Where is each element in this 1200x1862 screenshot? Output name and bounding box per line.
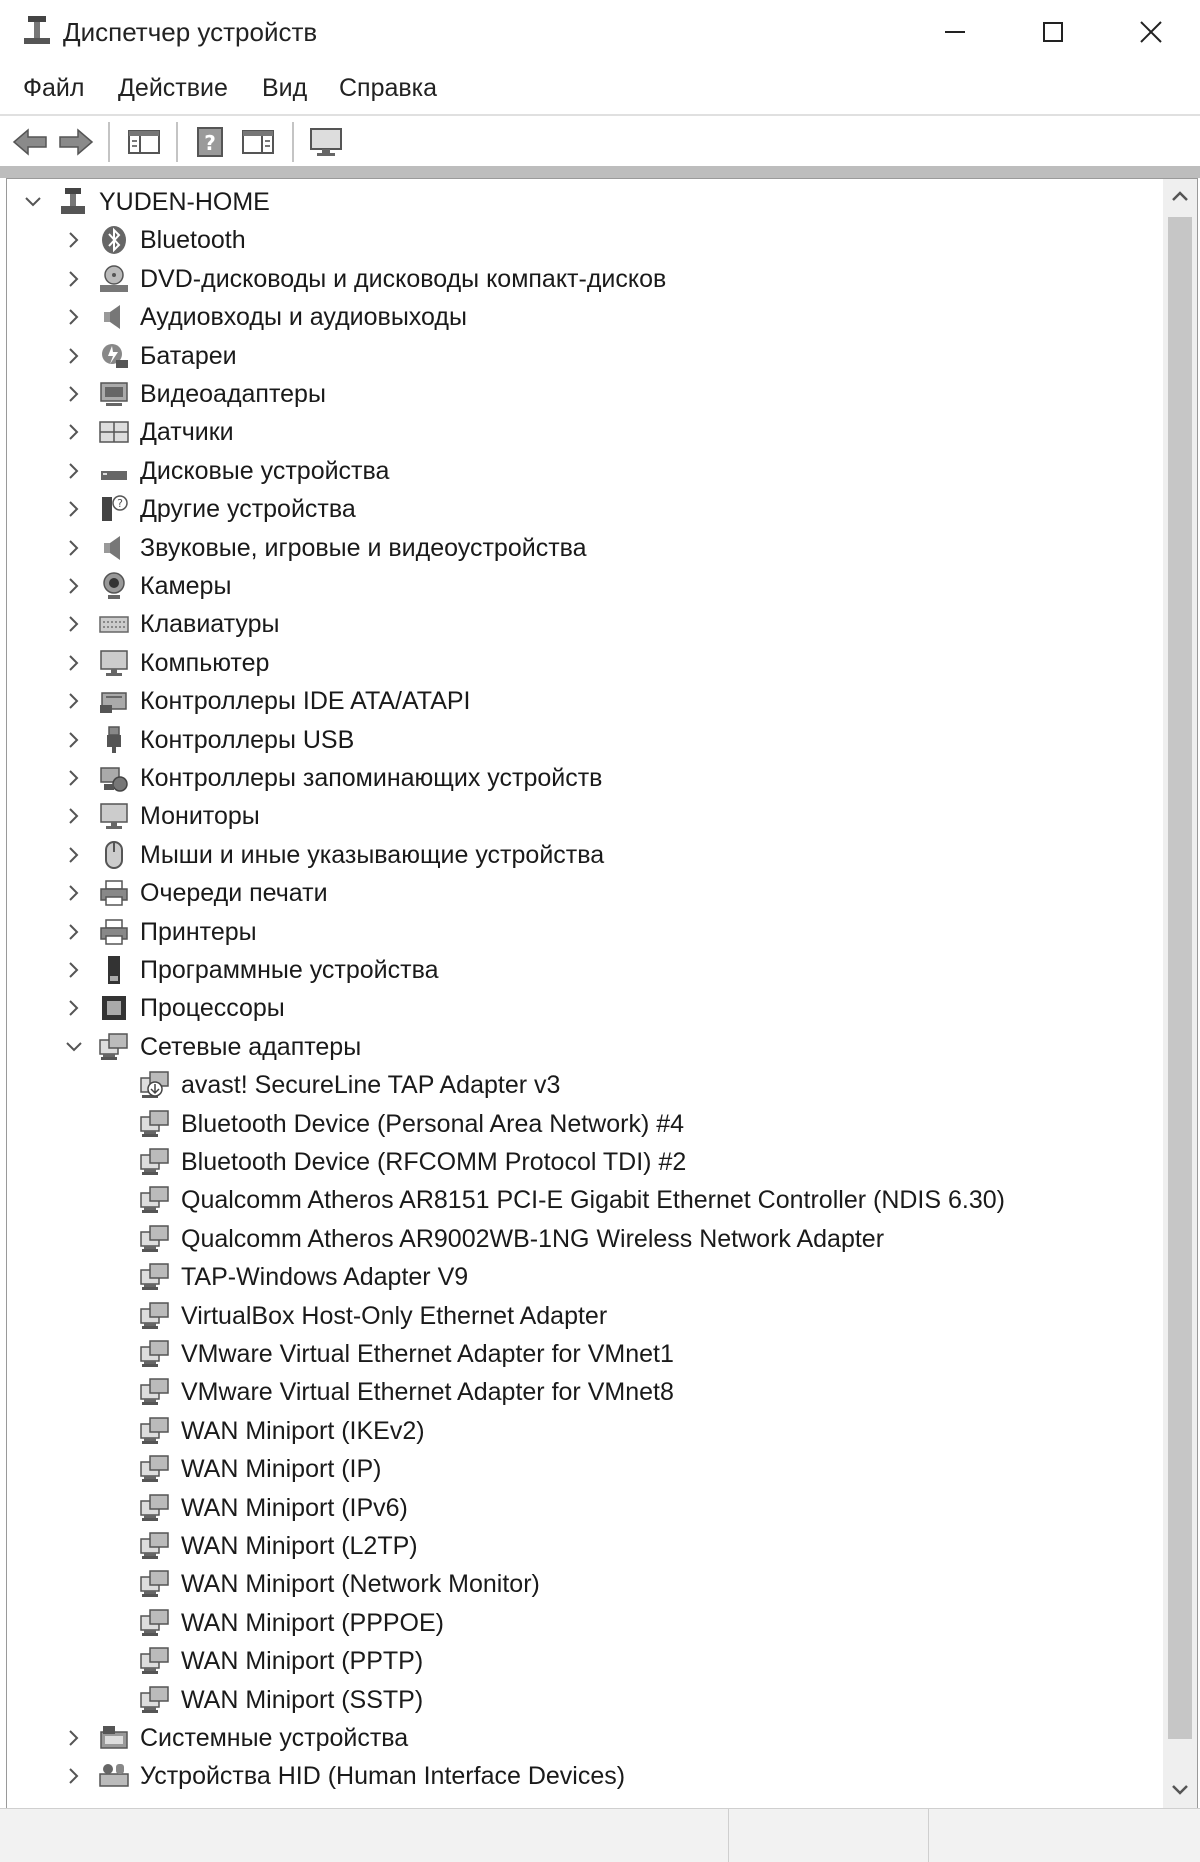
row-label: Программные устройства bbox=[140, 956, 439, 984]
tree-category[interactable] bbox=[7, 797, 1157, 835]
tree-device[interactable] bbox=[7, 1181, 1157, 1219]
tree-category[interactable] bbox=[7, 1028, 1157, 1066]
tree-device[interactable] bbox=[7, 1565, 1157, 1603]
row-label: Qualcomm Atheros AR8151 PCI-E Gigabit Ethernet Controller (NDIS 6.30) bbox=[181, 1186, 1005, 1215]
chevron-right-icon bbox=[64, 461, 84, 481]
back-arrow-icon bbox=[12, 127, 48, 157]
row-label: VMware Virtual Ethernet Adapter for VMnet1 bbox=[181, 1340, 674, 1368]
network-adapter-icon bbox=[139, 1300, 171, 1332]
row-icon bbox=[139, 1220, 171, 1258]
network-adapter-icon bbox=[98, 1031, 130, 1063]
row-icon bbox=[139, 1681, 171, 1719]
expand-toggle[interactable] bbox=[64, 230, 84, 250]
network-adapter-icon bbox=[139, 1376, 171, 1408]
forward-arrow-icon bbox=[58, 127, 94, 157]
network-adapter-icon bbox=[139, 1223, 171, 1255]
row-icon bbox=[98, 913, 130, 951]
row-icon bbox=[98, 413, 130, 451]
menu-action[interactable]: Действие bbox=[118, 74, 228, 102]
row-label: WAN Miniport (Network Monitor) bbox=[181, 1570, 540, 1599]
row-label: Принтеры bbox=[140, 917, 257, 946]
chevron-right-icon bbox=[64, 691, 84, 711]
network-adapter-icon bbox=[139, 1338, 171, 1370]
tree-device[interactable] bbox=[7, 1105, 1157, 1143]
row-label: WAN Miniport (IKEv2) bbox=[181, 1416, 425, 1445]
chevron-right-icon bbox=[64, 653, 84, 673]
title-bar bbox=[0, 0, 1200, 64]
expand-toggle[interactable] bbox=[64, 499, 84, 519]
chevron-right-icon bbox=[64, 998, 84, 1018]
unknown-device-icon bbox=[98, 493, 130, 525]
scroll-up-button[interactable] bbox=[1163, 179, 1197, 213]
tree-device[interactable] bbox=[7, 1258, 1157, 1296]
tree-category[interactable] bbox=[7, 874, 1157, 912]
system-devices-icon bbox=[98, 1722, 130, 1754]
chevron-right-icon bbox=[64, 230, 84, 250]
row-label: VMware Virtual Ethernet Adapter for VMnet8 bbox=[181, 1378, 674, 1407]
storage-controller-icon bbox=[98, 762, 130, 794]
row-icon bbox=[98, 797, 130, 835]
chevron-right-icon bbox=[64, 768, 84, 788]
expand-toggle[interactable] bbox=[64, 883, 84, 903]
toolbar-separator bbox=[108, 122, 110, 162]
tree-device[interactable] bbox=[7, 1220, 1157, 1258]
tree-root[interactable] bbox=[7, 183, 1157, 221]
tree-category[interactable] bbox=[7, 989, 1157, 1027]
row-label: Дисковые устройства bbox=[140, 456, 390, 485]
scroll-thumb[interactable] bbox=[1168, 217, 1192, 1739]
network-adapter-icon bbox=[139, 1184, 171, 1216]
tree-category[interactable] bbox=[7, 490, 1157, 528]
tree-device[interactable] bbox=[7, 1066, 1157, 1104]
row-icon bbox=[139, 1412, 171, 1450]
toolbar-divider bbox=[0, 166, 1200, 178]
chevron-right-icon bbox=[64, 922, 84, 942]
help-icon bbox=[195, 126, 225, 158]
menu-help[interactable]: Справка bbox=[339, 74, 438, 102]
chevron-right-icon bbox=[64, 806, 84, 826]
device-manager-icon bbox=[20, 14, 54, 48]
window-title: Диспетчер устройств bbox=[63, 17, 318, 47]
display-adapter-icon bbox=[98, 378, 130, 410]
disk-drive-icon bbox=[98, 455, 130, 487]
svg-text:?: ? bbox=[204, 131, 216, 155]
tree-device[interactable] bbox=[7, 1489, 1157, 1527]
expand-toggle[interactable] bbox=[64, 653, 84, 673]
row-icon bbox=[139, 1105, 171, 1143]
row-label: Мыши и иные указывающие устройства bbox=[140, 840, 605, 869]
row-icon bbox=[139, 1604, 171, 1642]
row-label: Bluetooth Device (Personal Area Network) #4 bbox=[181, 1109, 685, 1138]
tree-category[interactable] bbox=[7, 913, 1157, 951]
network-adapter-icon bbox=[139, 1530, 171, 1562]
row-label: Батареи bbox=[140, 341, 237, 370]
back-button[interactable] bbox=[10, 124, 50, 160]
help-button[interactable] bbox=[190, 124, 230, 160]
row-label: avast! SecureLine TAP Adapter v3 bbox=[181, 1071, 561, 1100]
chevron-right-icon bbox=[64, 845, 84, 865]
webcam-icon bbox=[98, 570, 130, 602]
tree-category[interactable] bbox=[7, 375, 1157, 413]
row-label: Контроллеры USB bbox=[140, 725, 355, 754]
forward-button[interactable] bbox=[56, 124, 96, 160]
row-icon bbox=[98, 529, 130, 567]
expand-toggle[interactable] bbox=[23, 192, 43, 212]
row-icon bbox=[98, 644, 130, 682]
row-icon bbox=[139, 1297, 171, 1335]
battery-icon bbox=[98, 340, 130, 372]
network-adapter-icon bbox=[139, 1684, 171, 1716]
toolbar-separator bbox=[176, 122, 178, 162]
tree-category[interactable] bbox=[7, 452, 1157, 490]
row-label: Другие устройства bbox=[140, 495, 356, 524]
row-label: Контроллеры IDE ATA/ATAPI bbox=[140, 687, 471, 716]
ide-controller-icon bbox=[98, 685, 130, 717]
row-icon bbox=[98, 452, 130, 490]
row-icon bbox=[98, 567, 130, 605]
row-icon bbox=[98, 1719, 130, 1757]
chevron-right-icon bbox=[64, 538, 84, 558]
tree-category[interactable] bbox=[7, 1757, 1157, 1795]
row-icon bbox=[98, 682, 130, 720]
tree-category[interactable] bbox=[7, 951, 1157, 989]
show-hide-tree-icon bbox=[127, 127, 161, 157]
hid-icon bbox=[98, 1760, 130, 1792]
row-label: Устройства HID (Human Interface Devices) bbox=[140, 1762, 626, 1791]
row-icon bbox=[139, 1450, 171, 1488]
expand-toggle[interactable] bbox=[64, 1037, 84, 1057]
device-tree-panel bbox=[6, 178, 1198, 1810]
row-label: Qualcomm Atheros AR9002WB-1NG Wireless Network Adapter bbox=[181, 1224, 885, 1253]
chevron-right-icon bbox=[64, 422, 84, 442]
chevron-right-icon bbox=[64, 307, 84, 327]
tree-category[interactable] bbox=[7, 759, 1157, 797]
vertical-scrollbar[interactable] bbox=[1163, 179, 1197, 1809]
row-icon bbox=[139, 1489, 171, 1527]
expand-toggle[interactable] bbox=[64, 576, 84, 596]
scroll-down-icon bbox=[1171, 1784, 1189, 1796]
printer-icon bbox=[98, 916, 130, 948]
mouse-icon bbox=[98, 839, 130, 871]
status-cell bbox=[728, 1809, 929, 1862]
toolbar-separator bbox=[292, 122, 294, 162]
network-adapter-icon bbox=[139, 1645, 171, 1677]
row-icon bbox=[139, 1373, 171, 1411]
row-label: Камеры bbox=[140, 572, 232, 600]
row-label: WAN Miniport (SSTP) bbox=[181, 1685, 424, 1714]
row-icon bbox=[98, 490, 130, 528]
printer-icon bbox=[98, 877, 130, 909]
expand-toggle[interactable] bbox=[64, 845, 84, 865]
scan-hardware-button[interactable] bbox=[306, 124, 346, 160]
expand-toggle[interactable] bbox=[64, 806, 84, 826]
row-label: Клавиатуры bbox=[140, 610, 280, 639]
tree-device[interactable] bbox=[7, 1527, 1157, 1565]
tree-category[interactable] bbox=[7, 836, 1157, 874]
row-label: Мониторы bbox=[140, 802, 260, 831]
expand-toggle[interactable] bbox=[64, 614, 84, 634]
tree-device[interactable] bbox=[7, 1412, 1157, 1450]
chevron-right-icon bbox=[64, 730, 84, 750]
status-cell bbox=[928, 1809, 1200, 1862]
chevron-down-icon bbox=[23, 192, 43, 212]
row-label: WAN Miniport (PPTP) bbox=[181, 1647, 424, 1676]
network-adapter-icon bbox=[139, 1607, 171, 1639]
row-label: Компьютер bbox=[140, 648, 270, 677]
row-icon bbox=[57, 183, 89, 221]
monitor-icon bbox=[308, 126, 344, 158]
tree-category[interactable] bbox=[7, 221, 1157, 259]
expand-toggle[interactable] bbox=[64, 422, 84, 442]
expand-toggle[interactable] bbox=[64, 960, 84, 980]
toolbar bbox=[0, 114, 1200, 168]
expand-toggle[interactable] bbox=[64, 461, 84, 481]
row-icon bbox=[98, 759, 130, 797]
computer-network-icon bbox=[57, 186, 89, 218]
row-label: Датчики bbox=[140, 418, 234, 447]
speaker-icon bbox=[98, 301, 130, 333]
row-icon bbox=[98, 874, 130, 912]
row-icon bbox=[139, 1143, 171, 1181]
device-tree bbox=[7, 179, 1161, 1809]
row-label: VirtualBox Host-Only Ethernet Adapter bbox=[181, 1301, 608, 1330]
network-adapter-disabled-icon bbox=[139, 1069, 171, 1101]
expand-toggle[interactable] bbox=[64, 1728, 84, 1748]
row-icon bbox=[98, 375, 130, 413]
tree-category[interactable] bbox=[7, 605, 1157, 643]
expand-toggle[interactable] bbox=[64, 346, 84, 366]
row-icon bbox=[98, 721, 130, 759]
network-adapter-icon bbox=[139, 1568, 171, 1600]
expand-toggle[interactable] bbox=[64, 922, 84, 942]
chevron-right-icon bbox=[64, 576, 84, 596]
speaker-icon bbox=[98, 532, 130, 564]
tree-category[interactable] bbox=[7, 682, 1157, 720]
row-icon bbox=[139, 1527, 171, 1565]
expand-toggle[interactable] bbox=[64, 768, 84, 788]
network-adapter-icon bbox=[139, 1415, 171, 1447]
chevron-right-icon bbox=[64, 1766, 84, 1786]
row-label: TAP-Windows Adapter V9 bbox=[181, 1263, 469, 1292]
row-icon bbox=[98, 221, 130, 259]
close-icon bbox=[1139, 20, 1163, 44]
chevron-right-icon bbox=[64, 883, 84, 903]
status-bar bbox=[0, 1808, 1200, 1862]
usb-icon bbox=[98, 724, 130, 756]
minimize-icon bbox=[943, 20, 967, 44]
chevron-right-icon bbox=[64, 384, 84, 404]
row-icon bbox=[98, 1028, 130, 1066]
network-adapter-icon bbox=[139, 1261, 171, 1293]
tree-device[interactable] bbox=[7, 1450, 1157, 1488]
expand-toggle[interactable] bbox=[64, 691, 84, 711]
row-icon bbox=[98, 951, 130, 989]
svg-text:?: ? bbox=[117, 497, 123, 511]
row-label: YUDEN-HOME bbox=[99, 188, 270, 216]
tree-category[interactable] bbox=[7, 721, 1157, 759]
action-pane-icon bbox=[241, 127, 275, 157]
row-label: Bluetooth bbox=[140, 226, 246, 255]
row-label: Звуковые, игровые и видеоустройства bbox=[140, 533, 587, 562]
tree-device[interactable] bbox=[7, 1297, 1157, 1335]
tree-category[interactable] bbox=[7, 1719, 1157, 1757]
monitor-icon bbox=[98, 647, 130, 679]
tree-category[interactable] bbox=[7, 260, 1157, 298]
row-icon bbox=[139, 1258, 171, 1296]
row-label: Процессоры bbox=[140, 994, 285, 1023]
network-adapter-icon bbox=[139, 1146, 171, 1178]
tree-category[interactable] bbox=[7, 644, 1157, 682]
expand-toggle[interactable] bbox=[64, 307, 84, 327]
network-adapter-icon bbox=[139, 1453, 171, 1485]
tree-device[interactable] bbox=[7, 1642, 1157, 1680]
tree-device[interactable] bbox=[7, 1143, 1157, 1181]
chevron-right-icon bbox=[64, 269, 84, 289]
row-label: Аудиовходы и аудиовыходы bbox=[140, 303, 467, 332]
row-label: Сетевые адаптеры bbox=[140, 1032, 362, 1061]
bluetooth-icon bbox=[98, 224, 130, 256]
tree-category[interactable] bbox=[7, 298, 1157, 336]
menu-bar bbox=[0, 64, 1200, 114]
close-button[interactable] bbox=[1102, 0, 1200, 64]
row-label: Видеоадаптеры bbox=[140, 380, 326, 408]
row-icon bbox=[98, 260, 130, 298]
software-device-icon bbox=[98, 954, 130, 986]
row-icon bbox=[139, 1335, 171, 1373]
row-icon bbox=[139, 1066, 171, 1104]
chevron-down-icon bbox=[64, 1037, 84, 1057]
show-hide-tree-button[interactable] bbox=[124, 124, 164, 160]
row-icon bbox=[98, 337, 130, 375]
row-label: Контроллеры запоминающих устройств bbox=[140, 764, 603, 792]
row-label: Очереди печати bbox=[140, 879, 328, 908]
chevron-right-icon bbox=[64, 1728, 84, 1748]
chevron-right-icon bbox=[64, 499, 84, 519]
scroll-up-icon bbox=[1171, 190, 1189, 202]
expand-toggle[interactable] bbox=[64, 538, 84, 558]
chevron-right-icon bbox=[64, 614, 84, 634]
tree-device[interactable] bbox=[7, 1681, 1157, 1719]
row-icon bbox=[98, 836, 130, 874]
chevron-right-icon bbox=[64, 346, 84, 366]
tree-device[interactable] bbox=[7, 1604, 1157, 1642]
expand-toggle[interactable] bbox=[64, 730, 84, 750]
optical-drive-icon bbox=[98, 263, 130, 295]
monitor-icon bbox=[98, 800, 130, 832]
row-label: WAN Miniport (PPPOE) bbox=[181, 1608, 445, 1637]
processor-icon bbox=[98, 992, 130, 1024]
menu-file[interactable]: Файл bbox=[23, 74, 85, 102]
expand-toggle[interactable] bbox=[64, 998, 84, 1018]
menu-view[interactable]: Вид bbox=[262, 74, 308, 102]
expand-toggle[interactable] bbox=[64, 269, 84, 289]
row-label: WAN Miniport (IPv6) bbox=[181, 1493, 408, 1522]
action-pane-button[interactable] bbox=[238, 124, 278, 160]
scroll-down-button[interactable] bbox=[1163, 1773, 1197, 1807]
row-icon bbox=[139, 1181, 171, 1219]
row-label: Bluetooth Device (RFCOMM Protocol TDI) #2 bbox=[181, 1148, 687, 1176]
maximize-button[interactable] bbox=[1004, 0, 1102, 64]
maximize-icon bbox=[1041, 20, 1065, 44]
tree-category[interactable] bbox=[7, 337, 1157, 375]
tree-category[interactable] bbox=[7, 529, 1157, 567]
tree-device[interactable] bbox=[7, 1335, 1157, 1373]
row-icon bbox=[139, 1642, 171, 1680]
row-icon bbox=[98, 605, 130, 643]
row-label: DVD-дисководы и дисководы компакт-дисков bbox=[140, 264, 667, 293]
chevron-right-icon bbox=[64, 960, 84, 980]
expand-toggle[interactable] bbox=[64, 1766, 84, 1786]
network-adapter-icon bbox=[139, 1108, 171, 1140]
sensor-icon bbox=[98, 416, 130, 448]
tree-category[interactable] bbox=[7, 567, 1157, 605]
row-icon bbox=[139, 1565, 171, 1603]
row-label: WAN Miniport (IP) bbox=[181, 1455, 382, 1484]
keyboard-icon bbox=[98, 608, 130, 640]
row-icon bbox=[98, 298, 130, 336]
tree-category[interactable] bbox=[7, 413, 1157, 451]
row-icon bbox=[98, 1757, 130, 1795]
network-adapter-icon bbox=[139, 1492, 171, 1524]
tree-device[interactable] bbox=[7, 1373, 1157, 1411]
row-label: Системные устройства bbox=[140, 1724, 409, 1752]
expand-toggle[interactable] bbox=[64, 384, 84, 404]
row-icon bbox=[98, 989, 130, 1027]
row-label: WAN Miniport (L2TP) bbox=[181, 1532, 418, 1560]
minimize-button[interactable] bbox=[906, 0, 1004, 64]
